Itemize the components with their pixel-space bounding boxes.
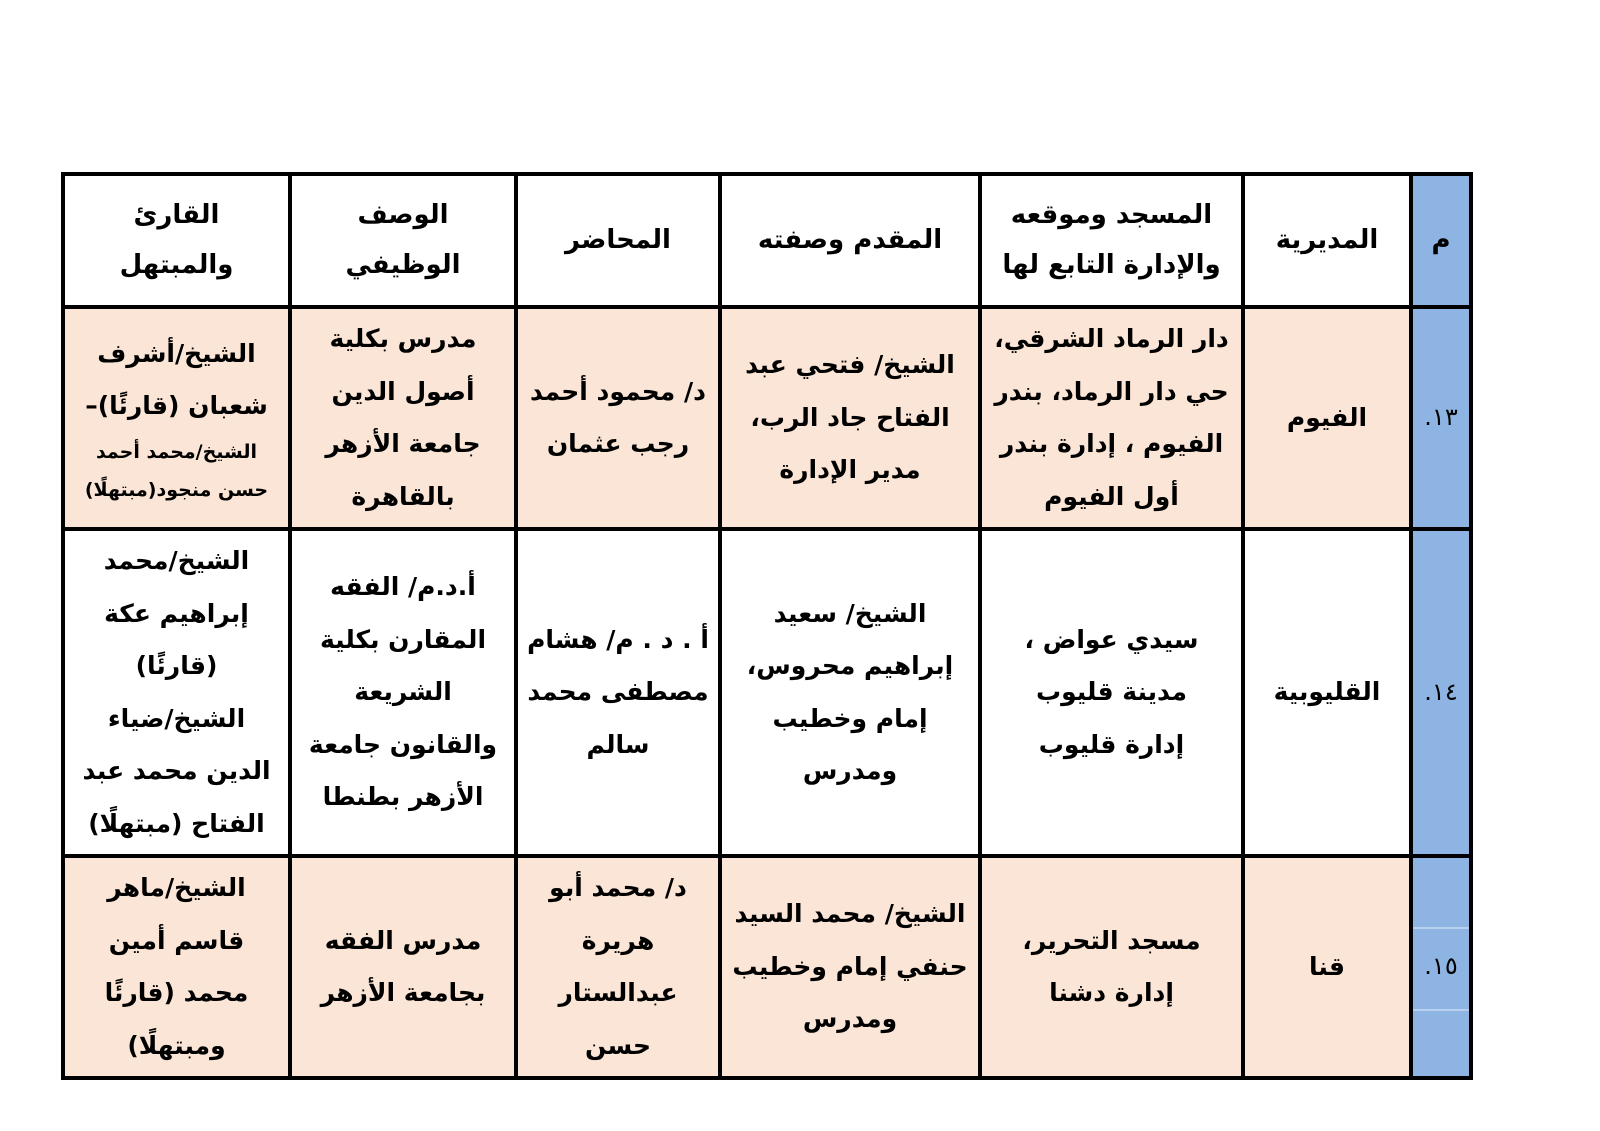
mosque-text: دار الرماد الشرقي، حي دار الرماد، بندر الفيوم ، إدارة بندر أول الفيوم [994, 324, 1229, 511]
reader-name: الشيخ/محمد إبراهيم عكة (قارئًا) [103, 546, 250, 680]
header-row [63, 174, 1471, 307]
mosques-schedule-table [61, 172, 1473, 1080]
header-row-number: م [1411, 174, 1471, 307]
lecturer-cell: أ . د . م/ هشام مصطفى محمد سالم [516, 529, 720, 856]
reader-cell [63, 529, 290, 856]
header-reader-supplicant: القارئ والمبتهل [63, 174, 290, 307]
supplicant-name: الشيخ/محمد أحمد حسن منجود(مبتهلًا) [84, 440, 269, 501]
header-mosque-location: المسجد وموقعه والإدارة التابع لها [980, 174, 1243, 307]
header-lecturer: المحاضر [516, 174, 720, 307]
reader-name: الشيخ/أشرف شعبان (قارئًا)– [85, 338, 268, 420]
row-number-cell: ١٣. [1411, 307, 1471, 529]
row-number-cell: ١٥. [1411, 856, 1471, 1078]
lecturer-cell: د/ محمد أبو هريرة عبدالستار حسن [516, 856, 720, 1078]
mosque-text: سيدي عواض ، مدينة قليوب [1024, 624, 1199, 707]
reader-cell [63, 856, 290, 1078]
presenter-cell: الشيخ/ فتحي عبد الفتاح جاد الرب، مدير الإدارة [720, 307, 980, 529]
mosque-cell [980, 529, 1243, 856]
header-presenter: المقدم وصفته [720, 174, 980, 307]
presenter-cell: الشيخ/ سعيد إبراهيم محروس، إمام وخطيب ومدرس [720, 529, 980, 856]
header-directorate: المديرية [1243, 174, 1411, 307]
reader-cell [63, 307, 290, 529]
lecturer-cell: د/ محمود أحمد رجب عثمان [516, 307, 720, 529]
table-row-13 [63, 307, 1471, 529]
reader-name: الشيخ/ماهر قاسم أمين محمد (قارئًا ومبتهلًا) [104, 873, 249, 1060]
mosque-cell [980, 307, 1243, 529]
directorate-cell: قنا [1243, 856, 1411, 1078]
job-description-cell: مدرس بكلية أصول الدين جامعة الأزهر بالقاهرة [290, 307, 516, 529]
table-row-15 [63, 856, 1471, 1078]
mosques-schedule-table-wrapper [61, 172, 1473, 1080]
supplicant-name: الشيخ/ضياء الدين محمد عبد الفتاح (مبتهلًا) [82, 703, 271, 838]
presenter-cell: الشيخ/ محمد السيد حنفي إمام وخطيب ومدرس [720, 856, 980, 1078]
header-job-description: الوصف الوظيفي [290, 174, 516, 307]
directorate-cell: الفيوم [1243, 307, 1411, 529]
mosque-text-line2: إدارة قليوب [1038, 729, 1185, 759]
job-description-cell: أ.د.م/ الفقه المقارن بكلية الشريعة والقانون جامعة الأزهر بطنطا [290, 529, 516, 856]
mosque-cell [980, 856, 1243, 1078]
table-row-14 [63, 529, 1471, 856]
row-number-cell: ١٤. [1411, 529, 1471, 856]
directorate-cell: القليوبية [1243, 529, 1411, 856]
job-description-cell: مدرس الفقه بجامعة الأزهر [290, 856, 516, 1078]
mosque-text: مسجد التحرير، إدارة دشنا [1022, 925, 1201, 1007]
